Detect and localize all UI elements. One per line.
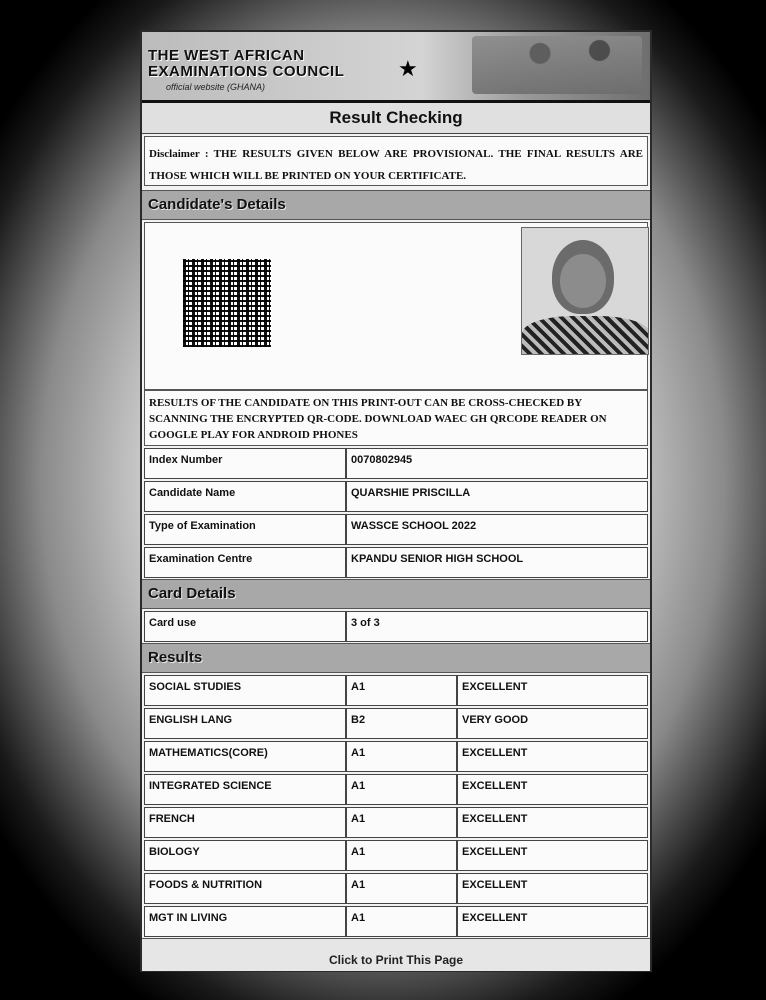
candidate-row (144, 448, 648, 479)
result-remark: EXCELLENT (457, 807, 648, 838)
result-remark: EXCELLENT (457, 906, 648, 937)
qr-code (183, 259, 271, 347)
card-row (144, 611, 648, 642)
org-name-line1: THE WEST AFRICAN (148, 47, 305, 64)
result-grade: A1 (346, 741, 457, 772)
result-row (144, 741, 648, 772)
result-row (144, 873, 648, 904)
result-remark: EXCELLENT (457, 840, 648, 871)
print-page-link[interactable]: Click to Print This Page (328, 953, 464, 967)
result-grade: A1 (346, 774, 457, 805)
result-subject: BIOLOGY (144, 840, 346, 871)
candidate-value: 0070802945 (346, 448, 648, 479)
result-remark: EXCELLENT (457, 675, 648, 706)
candidate-details-box (144, 222, 648, 390)
result-grade: A1 (346, 873, 457, 904)
candidate-value: WASSCE SCHOOL 2022 (346, 514, 648, 545)
result-remark: EXCELLENT (457, 774, 648, 805)
candidate-label: Candidate Name (144, 481, 346, 512)
result-subject: INTEGRATED SCIENCE (144, 774, 346, 805)
result-row (144, 675, 648, 706)
banner-photo (472, 36, 642, 94)
result-row (144, 840, 648, 871)
candidate-label: Index Number (144, 448, 346, 479)
result-grade: A1 (346, 807, 457, 838)
photo-clothing (522, 316, 649, 355)
candidate-row (144, 514, 648, 545)
result-remark: EXCELLENT (457, 741, 648, 772)
qr-note: RESULTS OF THE CANDIDATE ON THIS PRINT-OUT CAN BE CROSS-CHECKED BY SCANNING THE ENCRYPTED QR-CODE. DOWNLOAD WAEC GH QRCODE READER ON GOOGLE PLAY FOR ANDROID PHONES (144, 390, 648, 446)
candidate-row (144, 481, 648, 512)
result-remark: EXCELLENT (457, 873, 648, 904)
print-bar (142, 938, 650, 971)
candidate-value: QUARSHIE PRISCILLA (346, 481, 648, 512)
results-header: Results (142, 643, 650, 673)
result-subject: ENGLISH LANG (144, 708, 346, 739)
page-title: Result Checking (142, 103, 650, 134)
result-row (144, 807, 648, 838)
candidate-photo (521, 227, 649, 355)
result-grade: A1 (346, 840, 457, 871)
org-subtitle: official website (GHANA) (166, 82, 266, 92)
candidate-value: KPANDU SENIOR HIGH SCHOOL (346, 547, 648, 578)
result-subject: FRENCH (144, 807, 346, 838)
org-name (148, 48, 344, 80)
result-row (144, 774, 648, 805)
result-row (144, 906, 648, 937)
candidate-label: Examination Centre (144, 547, 346, 578)
result-subject: FOODS & NUTRITION (144, 873, 346, 904)
card-details-header: Card Details (142, 579, 650, 609)
result-grade: B2 (346, 708, 457, 739)
result-row (144, 708, 648, 739)
result-remark: VERY GOOD (457, 708, 648, 739)
result-subject: SOCIAL STUDIES (144, 675, 346, 706)
result-subject: MGT IN LIVING (144, 906, 346, 937)
card-value: 3 of 3 (346, 611, 648, 642)
photo-face (560, 254, 606, 308)
candidate-row (144, 547, 648, 578)
result-subject: MATHEMATICS(CORE) (144, 741, 346, 772)
candidate-details-header: Candidate's Details (142, 190, 650, 220)
candidate-label: Type of Examination (144, 514, 346, 545)
card-label: Card use (144, 611, 346, 642)
org-name-line2: EXAMINATIONS COUNCIL (148, 63, 345, 80)
disclaimer-text: Disclaimer : THE RESULTS GIVEN BELOW ARE PROVISIONAL. THE FINAL RESULTS ARE THOSE WHICH WILL BE PRINTED ON YOUR CERTIFICATE. (144, 136, 648, 186)
result-grade: A1 (346, 675, 457, 706)
star-icon: ★ (398, 56, 418, 81)
result-grade: A1 (346, 906, 457, 937)
result-page (140, 30, 652, 972)
waec-banner (142, 32, 650, 103)
